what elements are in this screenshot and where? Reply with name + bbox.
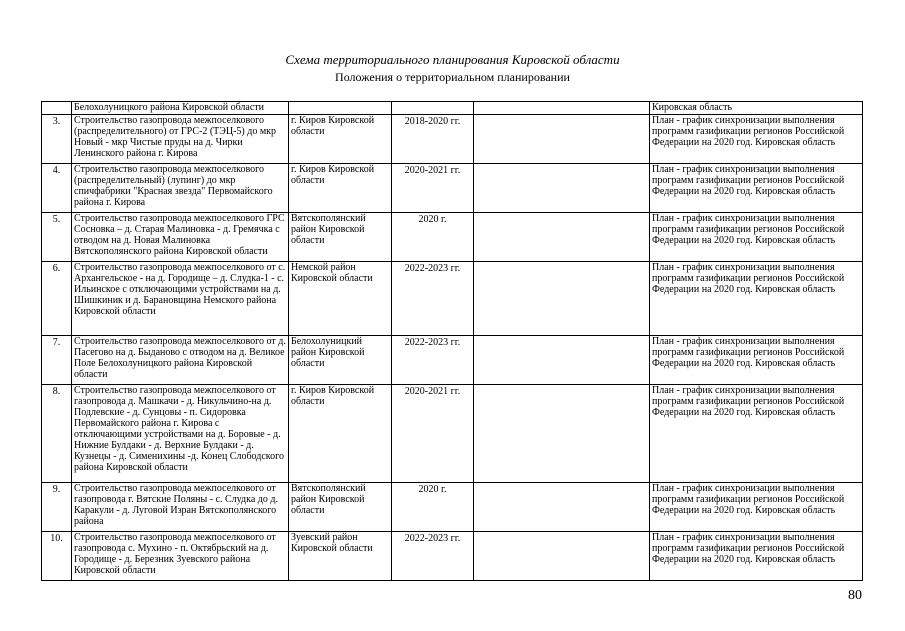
empty-cell <box>474 385 650 483</box>
object-name-cell: Строительство газопровода межпоселкового (распределительного) от ГРС-2 (ТЭЦ-5) до мкр Новый - мкр Чистые пруды на д. Чирки Ленинского района г. Кирова <box>72 115 289 164</box>
dates-cell: 2020-2021 гг. <box>392 385 474 483</box>
document-subtitle: Положения о территориальном планировании <box>335 70 570 84</box>
location-cell: Вятскополянский район Кировской области <box>289 213 392 262</box>
basis-cell: План - график синхронизации выполнения программ газификации регионов Российской Федерации на 2020 год. Кировская область <box>650 115 863 164</box>
location-cell: г. Киров Кировской области <box>289 164 392 213</box>
object-name-cell: Строительство газопровода межпоселкового (распределительный) (лупинг) до мкр спичфабрики "Красная звезда" Первомайского района г. Кирова <box>72 164 289 213</box>
location-cell: г. Киров Кировской области <box>289 385 392 483</box>
table-row <box>42 483 863 532</box>
empty-cell <box>474 483 650 532</box>
table-row <box>42 115 863 164</box>
row-number-cell: 10. <box>42 532 72 581</box>
table-row <box>42 385 863 483</box>
empty-cell <box>474 336 650 385</box>
dates-cell: 2022-2023 гг. <box>392 262 474 336</box>
table-row <box>42 213 863 262</box>
objects-table <box>41 101 863 581</box>
dates-cell <box>392 102 474 115</box>
object-name-cell: Строительство газопровода межпоселкового от газопровода д. Машкачи - д. Никульчино-на д. Подлевские - д. Сунцовы - п. Сидоровка Первомайского района г. Кирова с отключающими устройствами на д. Боровые - д. Нижние Булдаки - д. Верхние Булдаки - д. Кузнецы - д. Сименихины -д. Конец Слободского района Кировской области <box>72 385 289 483</box>
row-number-cell: 9. <box>42 483 72 532</box>
empty-cell <box>474 164 650 213</box>
row-number-cell <box>42 102 72 115</box>
dates-cell: 2020 г. <box>392 213 474 262</box>
object-name-cell: Строительство газопровода межпоселкового от д. Пасегово на д. Быданово с отводом на д. Великое Поле Белохолуницкого района Кировской области <box>72 336 289 385</box>
empty-cell <box>474 102 650 115</box>
object-name-cell: Строительство газопровода межпоселкового ГРС Сосновка – д. Старая Малиновка - д. Гремячка с отводом на д. Новая Малиновка Вятскополянского района Кировской области <box>72 213 289 262</box>
row-number-cell: 3. <box>42 115 72 164</box>
page-number: 80 <box>848 588 862 603</box>
row-number-cell: 6. <box>42 262 72 336</box>
empty-cell <box>474 262 650 336</box>
object-name-cell: Белохолуницкого района Кировской области <box>72 102 289 115</box>
dates-cell: 2020 г. <box>392 483 474 532</box>
document-title: Схема территориального планирования Кировской области <box>285 52 620 67</box>
empty-cell <box>474 213 650 262</box>
basis-cell: План - график синхронизации выполнения программ газификации регионов Российской Федерации на 2020 год. Кировская область <box>650 213 863 262</box>
table-row <box>42 164 863 213</box>
location-cell: Белохолуницкий район Кировской области <box>289 336 392 385</box>
object-name-cell: Строительство газопровода межпоселкового от газопровода г. Вятские Поляны - с. Слудка до д. Каракули - д. Луговой Изран Вятскополянского района <box>72 483 289 532</box>
row-number-cell: 5. <box>42 213 72 262</box>
empty-cell <box>474 115 650 164</box>
basis-cell: План - график синхронизации выполнения программ газификации регионов Российской Федерации на 2020 год. Кировская область <box>650 483 863 532</box>
basis-cell: План - график синхронизации выполнения программ газификации регионов Российской Федерации на 2020 год. Кировская область <box>650 385 863 483</box>
dates-cell: 2020-2021 гг. <box>392 164 474 213</box>
row-number-cell: 7. <box>42 336 72 385</box>
basis-cell: Кировская область <box>650 102 863 115</box>
table-row <box>42 336 863 385</box>
basis-cell: План - график синхронизации выполнения программ газификации регионов Российской Федерации на 2020 год. Кировская область <box>650 262 863 336</box>
location-cell: Вятскополянский район Кировской области <box>289 483 392 532</box>
dates-cell: 2022-2023 гг. <box>392 532 474 581</box>
basis-cell: План - график синхронизации выполнения программ газификации регионов Российской Федерации на 2020 год. Кировская область <box>650 336 863 385</box>
location-cell: г. Киров Кировской области <box>289 115 392 164</box>
object-name-cell: Строительство газопровода межпоселкового от газопровода с. Мухино - п. Октябрьский на д. Городище - д. Березник Зуевского района Кировской области <box>72 532 289 581</box>
basis-cell: План - график синхронизации выполнения программ газификации регионов Российской Федерации на 2020 год. Кировская область <box>650 532 863 581</box>
row-number-cell: 8. <box>42 385 72 483</box>
location-cell <box>289 102 392 115</box>
location-cell: Зуевский район Кировской области <box>289 532 392 581</box>
table-row <box>42 262 863 336</box>
table-row-continuation <box>42 102 863 115</box>
table-row <box>42 532 863 581</box>
basis-cell: План - график синхронизации выполнения программ газификации регионов Российской Федерации на 2020 год. Кировская область <box>650 164 863 213</box>
row-number-cell: 4. <box>42 164 72 213</box>
dates-cell: 2022-2023 гг. <box>392 336 474 385</box>
object-name-cell: Строительство газопровода межпоселкового от с. Архангельское - на д. Городище – д. Слудка-1 - с. Ильинское с отключающими устройствами на д. Шишкиник и д. Барановщина Немского района Кировской области <box>72 262 289 336</box>
location-cell: Немской район Кировской области <box>289 262 392 336</box>
empty-cell <box>474 532 650 581</box>
dates-cell: 2018-2020 гг. <box>392 115 474 164</box>
